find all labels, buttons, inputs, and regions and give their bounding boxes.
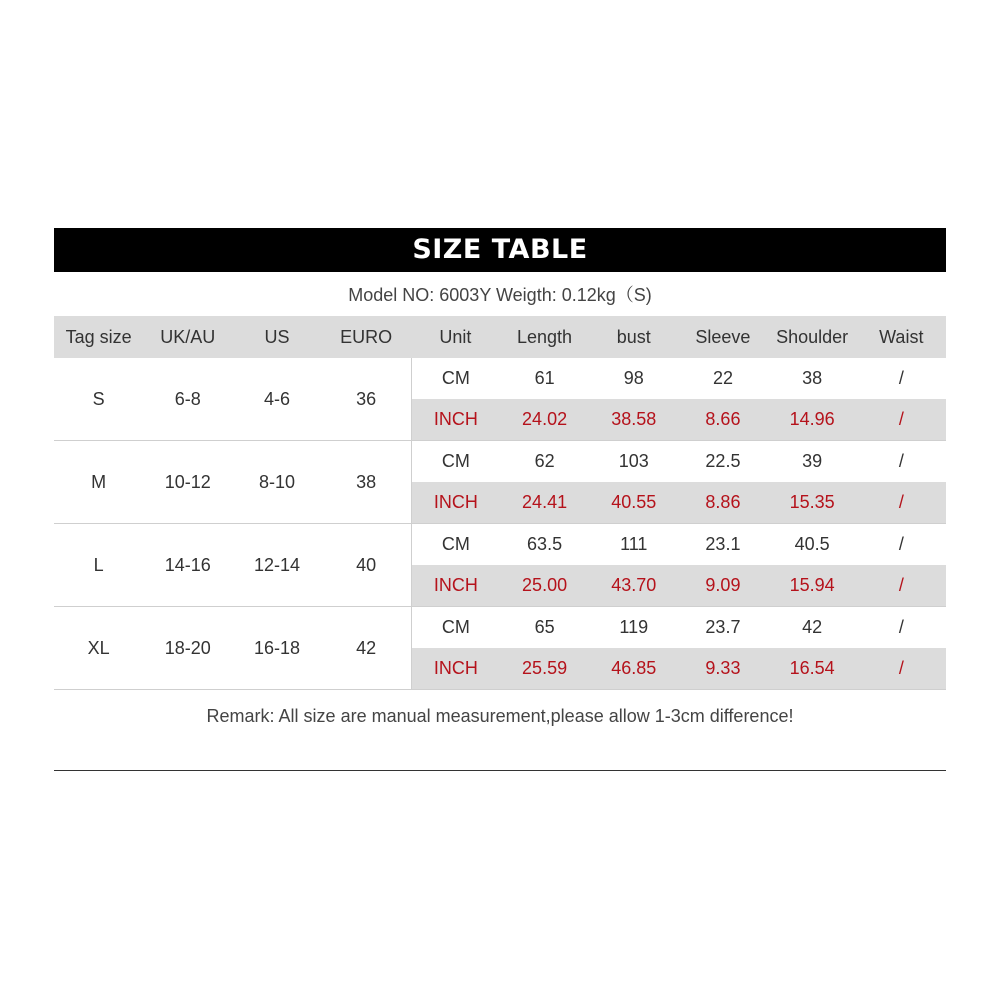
us-cell: 12-14	[253, 555, 300, 575]
sleeve-cell: 23.7	[705, 617, 741, 637]
inch-row	[412, 565, 946, 606]
tag-size-cell: S	[92, 389, 105, 409]
sleeve-cell: 22.5	[705, 451, 741, 471]
sleeve-cell: 8.86	[705, 492, 741, 512]
length-cell: 24.41	[522, 492, 568, 512]
shoulder-cell: 40.5	[794, 534, 830, 554]
length-cell: 62	[534, 451, 555, 471]
sleeve-cell: 23.1	[705, 534, 741, 554]
sleeve-cell: 9.33	[705, 658, 741, 678]
length-cell: 61	[534, 368, 555, 388]
sleeve-cell: 22	[712, 368, 733, 388]
bust-cell: 103	[618, 451, 649, 471]
unit-cell: INCH	[433, 409, 478, 429]
waist-cell: /	[898, 658, 904, 678]
header-tag-size: Tag size	[65, 327, 132, 347]
header-unit: Unit	[439, 327, 472, 347]
unit-cell: CM	[441, 617, 470, 637]
unit-cell: INCH	[433, 492, 478, 512]
length-cell: 63.5	[527, 534, 563, 554]
unit-cell: INCH	[433, 658, 478, 678]
remark-note: Remark: All size are manual measurement,please allow 1-3cm difference!	[206, 706, 794, 726]
bust-cell: 46.85	[611, 658, 657, 678]
shoulder-cell: 15.94	[789, 575, 835, 595]
us-cell: 16-18	[253, 638, 300, 658]
unit-cell: INCH	[433, 575, 478, 595]
bust-cell: 40.55	[611, 492, 657, 512]
header-waist: Waist	[879, 327, 924, 347]
sleeve-cell: 8.66	[705, 409, 741, 429]
size-table-title: SIZE TABLE	[54, 228, 946, 272]
unit-cell: CM	[441, 534, 470, 554]
size-group-m	[54, 441, 946, 524]
length-cell: 25.59	[522, 658, 568, 678]
waist-cell: /	[898, 451, 904, 471]
length-cell: 24.02	[522, 409, 568, 429]
tag-size-cell: L	[93, 555, 104, 575]
inch-row	[412, 648, 946, 689]
cm-row	[412, 358, 946, 399]
length-cell: 65	[534, 617, 555, 637]
tag-size-cell: M	[91, 472, 107, 492]
euro-cell: 40	[356, 555, 377, 575]
bust-cell: 98	[623, 368, 644, 388]
uk-au-cell: 6-8	[174, 389, 201, 409]
us-cell: 8-10	[258, 472, 295, 492]
waist-cell: /	[898, 492, 904, 512]
uk-au-cell: 10-12	[164, 472, 211, 492]
size-group-s	[54, 358, 946, 441]
header-sleeve: Sleeve	[695, 327, 751, 347]
waist-cell: /	[898, 368, 904, 388]
inch-row	[412, 399, 946, 440]
waist-cell: /	[898, 575, 904, 595]
size-group-l	[54, 524, 946, 607]
bust-cell: 111	[620, 534, 648, 554]
model-info: Model NO: 6003Y Weigth: 0.12kg（S)	[348, 285, 652, 305]
bust-cell: 43.70	[611, 575, 657, 595]
uk-au-cell: 14-16	[164, 555, 211, 575]
shoulder-cell: 38	[802, 368, 823, 388]
euro-cell: 36	[356, 389, 377, 409]
header-uk-au: UK/AU	[160, 327, 216, 347]
unit-cell: CM	[441, 368, 470, 388]
header-length: Length	[517, 327, 573, 347]
bust-cell: 119	[619, 617, 649, 637]
unit-cell: CM	[441, 451, 470, 471]
euro-cell: 38	[356, 472, 377, 492]
uk-au-cell: 18-20	[164, 638, 211, 658]
shoulder-cell: 15.35	[789, 492, 835, 512]
size-group-xl	[54, 607, 946, 690]
cm-row	[412, 441, 946, 482]
waist-cell: /	[898, 534, 904, 554]
waist-cell: /	[898, 617, 904, 637]
cm-row	[412, 524, 946, 565]
bust-cell: 38.58	[611, 409, 657, 429]
shoulder-cell: 16.54	[789, 658, 835, 678]
inch-row	[412, 482, 946, 523]
cm-row	[412, 607, 946, 648]
tag-size-cell: XL	[87, 638, 110, 658]
shoulder-cell: 39	[802, 451, 823, 471]
header-euro: EURO	[340, 327, 393, 347]
waist-cell: /	[898, 409, 904, 429]
us-cell: 4-6	[263, 389, 290, 409]
shoulder-cell: 14.96	[789, 409, 835, 429]
sleeve-cell: 9.09	[705, 575, 741, 595]
header-shoulder: Shoulder	[776, 327, 849, 347]
size-table	[54, 316, 946, 690]
header-bust: bust	[616, 327, 651, 347]
bottom-divider	[54, 770, 946, 771]
shoulder-cell: 42	[802, 617, 823, 637]
table-header-row	[54, 316, 946, 358]
header-us: US	[264, 327, 290, 347]
euro-cell: 42	[356, 638, 377, 658]
length-cell: 25.00	[522, 575, 568, 595]
